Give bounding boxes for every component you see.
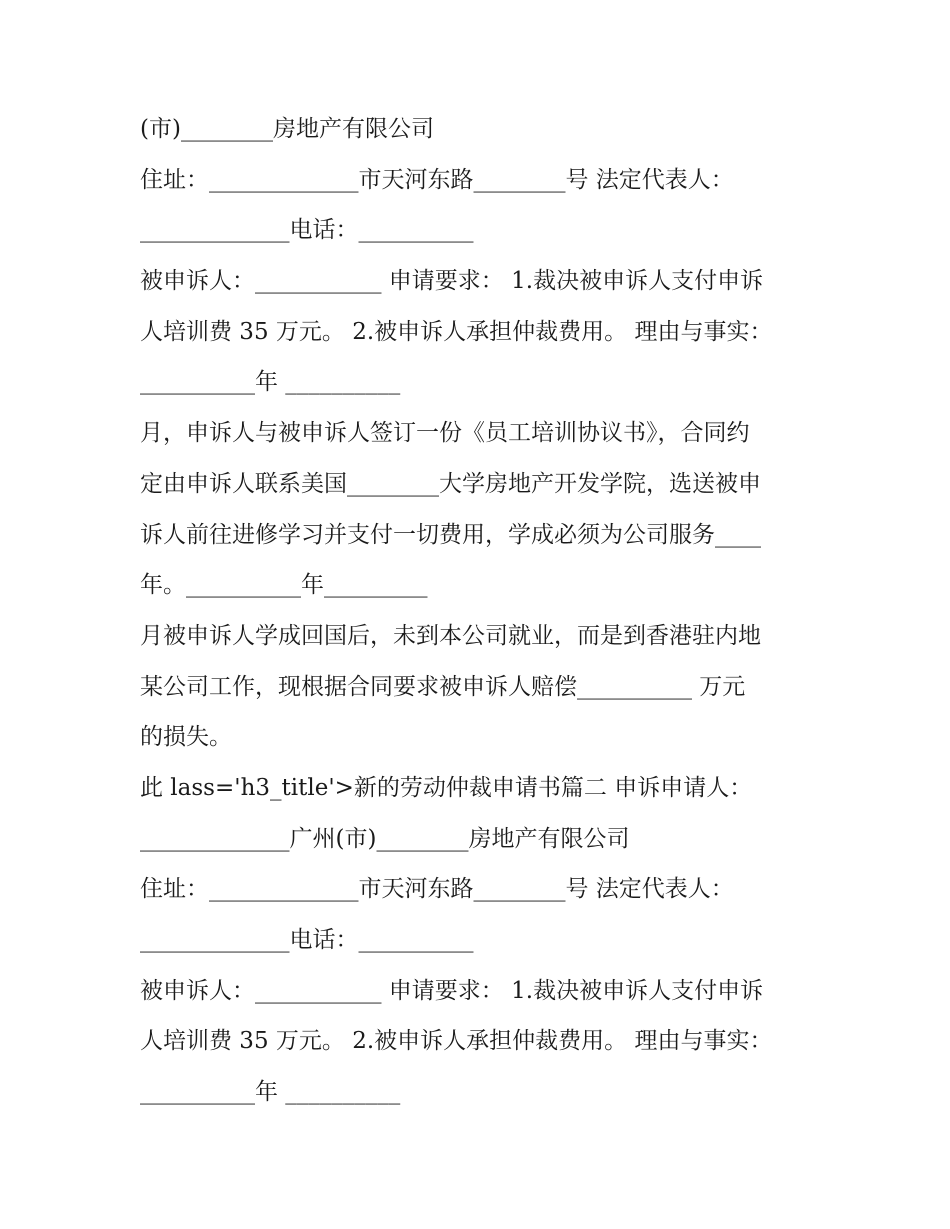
text-line: 定由申诉人联系美国________大学房地产开发学院，选送被申 xyxy=(140,470,761,497)
text-line: _____________电话：__________ xyxy=(140,217,474,244)
text-line: 人培训费 35 万元。 2.被申诉人承担仲裁费用。 理由与事实： xyxy=(140,318,773,345)
text-line: __________年 __________ xyxy=(140,1079,401,1106)
text-line: 被申诉人：___________ 申请要求： 1.裁决被申诉人支付申诉 xyxy=(140,977,764,1004)
text-line: 的损失。 xyxy=(140,724,232,751)
text-line: 被申诉人：___________ 申请要求： 1.裁决被申诉人支付申诉 xyxy=(140,268,764,295)
text-line: 此 lass='h3_title'>新的劳动仲裁申请书篇二 申诉申请人： xyxy=(140,774,753,801)
text-line: 住址：_____________市天河东路________号 法定代表人： xyxy=(140,166,734,193)
text-line: 某公司工作，现根据合同要求被申诉人赔偿__________ 万元 xyxy=(140,673,746,700)
text-line: __________年 __________ xyxy=(140,369,401,396)
text-line: 诉人前往进修学习并支付一切费用，学成必须为公司服务____ xyxy=(140,521,761,548)
text-line: 月，申诉人与被申诉人签订一份《员工培训协议书》，合同约 xyxy=(140,420,750,447)
text-line: 月被申诉人学成回国后，未到本公司就业，而是到香港驻内地 xyxy=(140,622,761,649)
text-line: _____________广州(市)________房地产有限公司 xyxy=(140,825,630,852)
text-line: 人培训费 35 万元。 2.被申诉人承担仲裁费用。 理由与事实： xyxy=(140,1028,773,1055)
text-line: 年。__________年_________ xyxy=(140,572,428,599)
text-line: (市)________房地产有限公司 xyxy=(140,116,434,142)
document-body xyxy=(140,104,820,1118)
text-line: _____________电话：__________ xyxy=(140,927,474,953)
text-line: 住址：_____________市天河东路________号 法定代表人： xyxy=(140,876,734,903)
